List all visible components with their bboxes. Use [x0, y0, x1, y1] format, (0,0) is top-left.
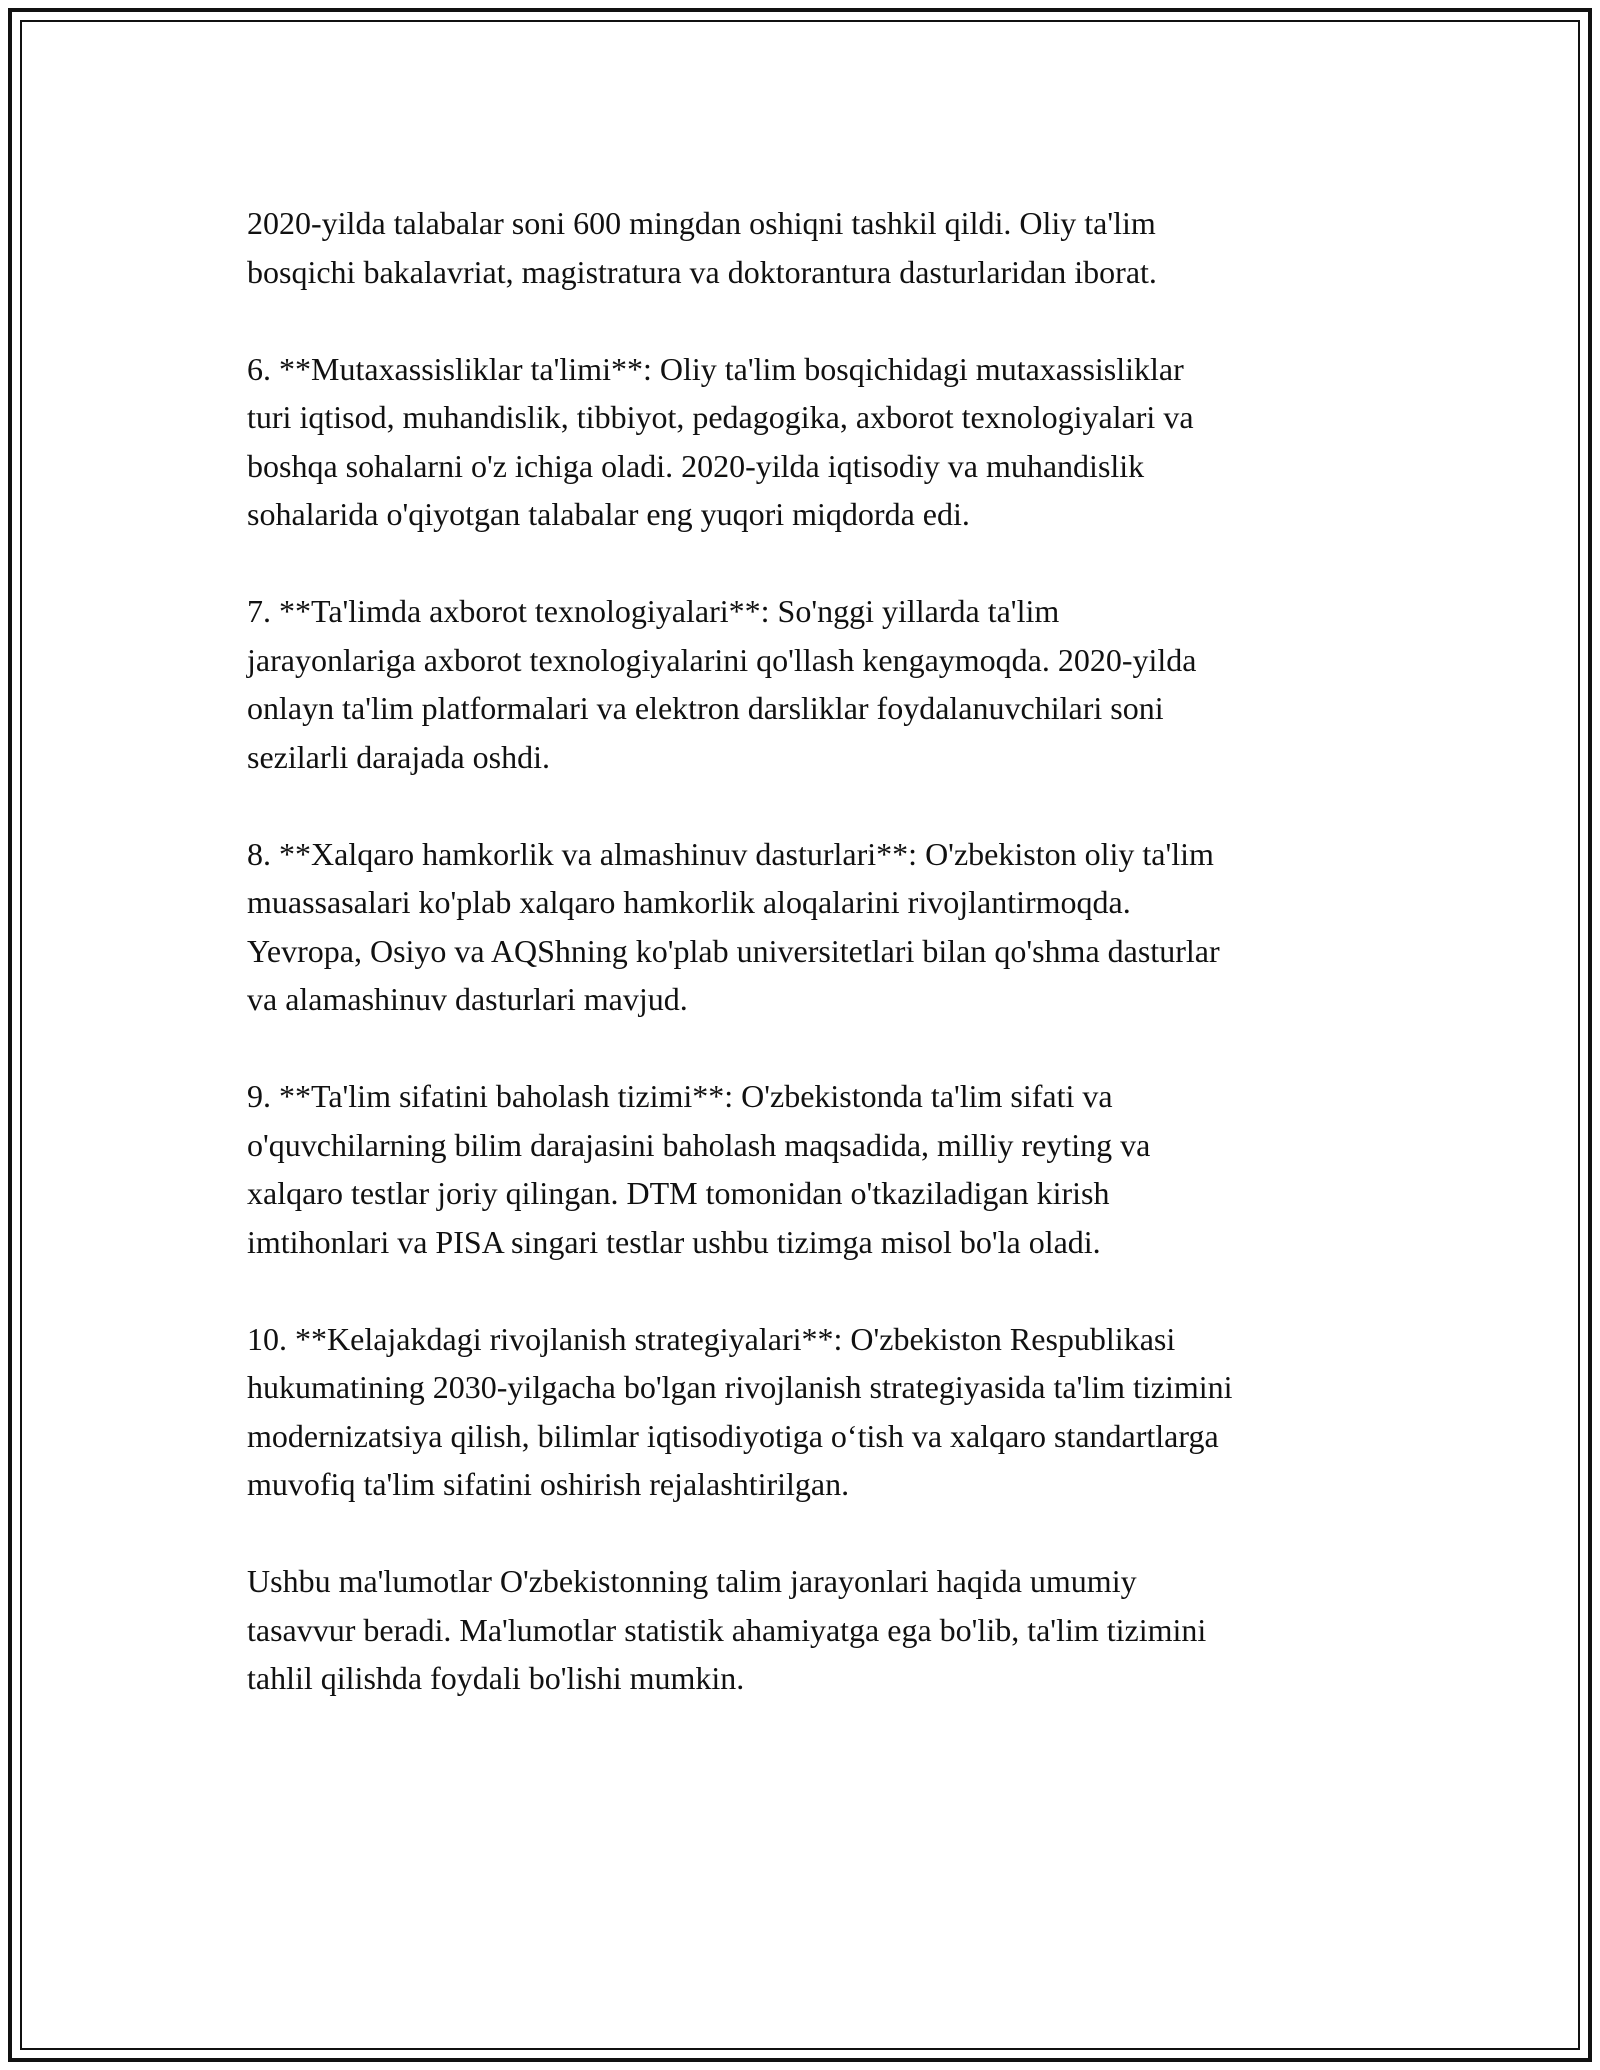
paragraph-conclusion: Ushbu ma'lumotlar O'zbekistonning talim jarayonlari haqida umumiy tasavvur beradi. Ma'lumotlar statistik ahamiyatga ega bo'lib, ta'lim tizimini tahlil qilishda foydali bo'lishi mumkin.	[247, 1563, 1207, 1696]
paragraph-it-in-education: 7. **Ta'limda axborot texnologiyalari**: So'nggi yillarda ta'lim jarayonlariga axborot texnologiyalarini qo'llash kengaymoqda. 2020-yilda onlayn ta'lim platformalari va elektron darsliklar foydalanuvchilari soni sezilarli darajada oshdi.	[247, 593, 1197, 775]
paragraph-international-cooperation: 8. **Xalqaro hamkorlik va almashinuv dasturlari**: O'zbekiston oliy ta'lim muassasalari ko'plab xalqaro hamkorlik aloqalarini rivojlantirmoqda. Yevropa, Osiyo va AQShning ko'plab universitetlari bilan qo'shma dasturlar va alamashinuv dasturlari mavjud.	[247, 835, 1220, 1017]
paragraph-student-count: 2020-yilda talabalar soni 600 mingdan oshiqni tashkil qildi. Oliy ta'lim bosqichi bakalavriat, magistratura va doktorantura dasturlaridan iborat.	[247, 205, 1157, 290]
document-body	[247, 199, 1397, 1751]
paragraph-specialties: 6. **Mutaxassisliklar ta'limi**: Oliy ta'lim bosqichidagi mutaxassisliklar turi iqtisod, muhandislik, tibbiyot, pedagogika, axborot texnologiyalari va boshqa sohalarni o'z ichiga oladi. 2020-yilda iqtisodiy va muhandislik sohalarida o'qiyotgan talabalar eng yuqori miqdorda edi.	[247, 350, 1194, 532]
paragraph-quality-assessment: 9. **Ta'lim sifatini baholash tizimi**: O'zbekistonda ta'lim sifati va o'quvchilarning bilim darajasini baholash maqsadida, milliy reyting va xalqaro testlar joriy qilingan. DTM tomonidan o'tkaziladigan kirish imtihonlari va PISA singari testlar ushbu tizimga misol bo'la oladi.	[247, 1078, 1151, 1260]
paragraph-future-strategies: 10. **Kelajakdagi rivojlanish strategiyalari**: O'zbekiston Respublikasi hukumatining 2030-yilgacha bo'lgan rivojlanish strategiyasida ta'lim tizimini modernizatsiya qilish, bilimlar iqtisodiyotiga o‘tish va xalqaro standartlarga muvofiq ta'lim sifatini oshirish rejalashtirilgan.	[247, 1320, 1233, 1502]
page-border	[8, 8, 1592, 2062]
